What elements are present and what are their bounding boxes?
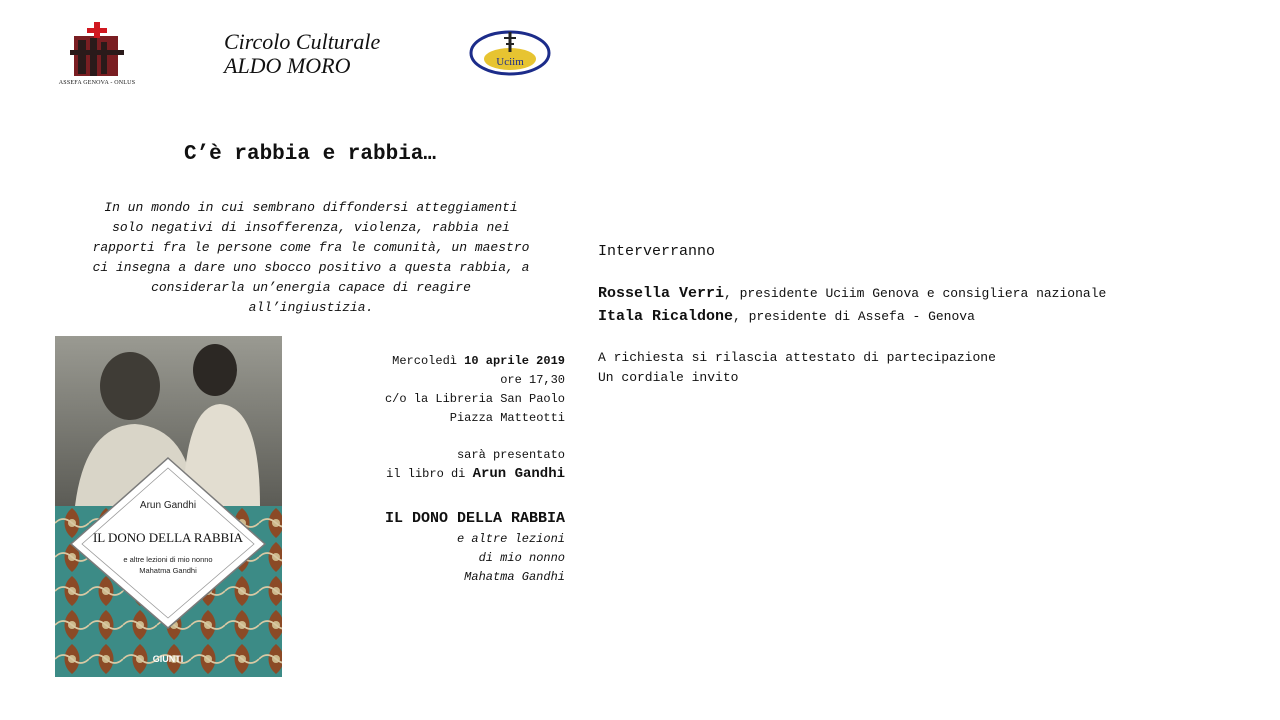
event-sub-1: e altre lezioni <box>456 532 565 546</box>
speaker-1-name: Rossella Verri <box>598 285 725 302</box>
event-sub-2: di mio nonno <box>478 551 565 565</box>
certificate-note: A richiesta si rilascia attestato di partecipazione <box>598 350 996 365</box>
event-book-subtitle <box>330 530 565 587</box>
cover-publisher: GIUNTI <box>152 654 184 664</box>
notes <box>598 348 1238 388</box>
speaker-1-role: , presidente Uciim Genova e consigliera nazionale <box>724 286 1107 301</box>
invite-note: Un cordiale invito <box>598 370 739 385</box>
speaker-1 <box>598 282 1238 305</box>
speakers-section <box>598 243 1238 388</box>
event-author: Arun Gandhi <box>472 466 565 482</box>
event-date: 10 aprile 2019 <box>464 354 565 368</box>
intro-paragraph: In un mondo in cui sembrano diffondersi atteggiamenti solo negativi di insofferenza, violenza, rabbia nei rapporti fra le persone come fra le comunità, un maestro ci insegna a dare uno sbocco positivo a questa rabbia, a considerarla un’energia capace di reagire all’ingiustizia. <box>92 200 530 315</box>
event-day: Mercoledì <box>392 354 457 368</box>
uciim-logo <box>468 28 552 78</box>
circolo-line-2: ALDO MORO <box>224 53 351 78</box>
event-place: c/o la Libreria San Paolo <box>384 392 565 406</box>
event-book-title: IL DONO DELLA RABBIA <box>384 510 565 527</box>
circolo-line-1: Circolo Culturale <box>224 29 381 54</box>
event-square: Piazza Matteotti <box>449 411 565 425</box>
speaker-2-role: , presidente di Assefa - Genova <box>733 309 975 324</box>
cover-subtitle-2: Mahatma Gandhi <box>139 566 197 575</box>
page-title: C’è rabbia e rabbia… <box>183 143 437 166</box>
event-date-line <box>330 352 565 371</box>
event-book-author-line <box>330 465 565 484</box>
assefa-caption: ASSEFA GENOVA - ONLUS <box>58 80 136 86</box>
event-book-of: il libro di <box>386 467 466 481</box>
event-time: ore 17,30 <box>500 373 565 387</box>
event-presented: sarà presentato <box>456 448 565 462</box>
speakers-heading: Interverranno <box>598 243 716 260</box>
circolo-culturale-name <box>224 30 380 78</box>
book-cover-art <box>55 336 282 677</box>
event-sub-3: Mahatma Gandhi <box>464 570 565 584</box>
speaker-2-name: Itala Ricaldone <box>598 308 734 325</box>
cover-title: IL DONO DELLA RABBIA <box>92 530 244 545</box>
book-cover <box>55 336 282 677</box>
cover-subtitle-1: e altre lezioni di mio nonno <box>123 555 213 564</box>
cover-author: Arun Gandhi <box>139 500 197 511</box>
speaker-2 <box>598 305 1238 328</box>
uciim-logo-text: Uciim <box>496 56 524 68</box>
event-details <box>330 352 565 587</box>
